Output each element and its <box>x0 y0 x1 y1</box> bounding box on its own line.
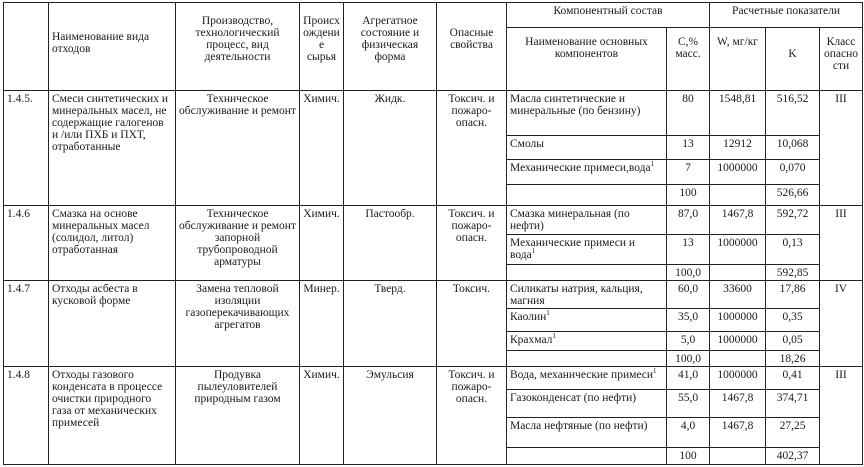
component-w: 12912 <box>710 135 766 159</box>
component-k: 516,52 <box>766 90 820 135</box>
component-name <box>507 234 667 264</box>
component-concentration: 55,0 <box>667 389 710 417</box>
total-label-empty <box>507 184 667 205</box>
waste-name: Смеси синтетических и минеральных масел, не содержащие галогенов и /или ПХБ и ПХТ, отработанные <box>49 90 176 205</box>
component-concentration: 13 <box>667 234 710 264</box>
component-k: 0,41 <box>766 366 820 389</box>
header-state: Агрегатное состояние и физическая форма <box>344 3 437 91</box>
waste-code: 1.4.7 <box>4 280 49 366</box>
table-row <box>4 205 863 234</box>
waste-state: Жидк. <box>344 90 437 205</box>
waste-hazard: Токсич. и пожаро-опасн. <box>437 366 507 464</box>
waste-hazard: Токсич. и пожаро-опасн. <box>437 90 507 205</box>
component-w: 1000000 <box>710 159 766 184</box>
component-w: 1467,8 <box>710 417 766 447</box>
waste-table <box>3 2 863 465</box>
component-name-text: Масла нефтяные (по нефти) <box>510 419 648 432</box>
component-name <box>507 332 667 351</box>
total-k: 402,37 <box>766 448 820 465</box>
footnote-mark: 1 <box>531 247 536 256</box>
component-name-text: Механические примеси и вода <box>510 236 636 261</box>
component-w: 33600 <box>710 280 766 308</box>
component-w: 1467,8 <box>710 205 766 234</box>
waste-state: Тверд. <box>344 280 437 366</box>
waste-name: Отходы газового конденсата в процессе очистки природного газа от механических примесей <box>49 366 176 464</box>
component-concentration: 35,0 <box>667 309 710 332</box>
component-name <box>507 309 667 332</box>
component-w: 1000000 <box>710 332 766 351</box>
hazard-class: III <box>820 90 863 205</box>
total-w-empty <box>710 448 766 465</box>
component-name <box>507 135 667 159</box>
component-concentration: 7 <box>667 159 710 184</box>
table-body <box>4 3 863 465</box>
component-concentration: 60,0 <box>667 280 710 308</box>
component-concentration: 13 <box>667 135 710 159</box>
header-code-cell <box>4 3 49 91</box>
waste-code: 1.4.5. <box>4 90 49 205</box>
header-comp-name: Наименование основных компонентов <box>507 28 667 91</box>
component-name-text: Смолы <box>510 137 545 150</box>
waste-process: Замена тепловой изоляции газоперекачивающих агрегатов <box>176 280 300 366</box>
component-k: 0,35 <box>766 309 820 332</box>
header-row-top <box>4 3 863 28</box>
header-comp-class: Класс опасности <box>820 28 863 91</box>
total-k: 592,85 <box>766 265 820 281</box>
total-concentration: 100,0 <box>667 350 710 366</box>
component-name-text: Каолин <box>510 311 547 324</box>
component-name-text: Масла синтетические и минеральные (по бензину) <box>510 92 641 117</box>
header-origin: Происхождение сырья <box>300 3 344 91</box>
header-calc: Расчетные показатели <box>710 3 863 28</box>
component-name-text: Силикаты натрия, кальция, магния <box>510 282 643 307</box>
waste-process: Техническое обслуживание и ремонт запорной трубопроводной арматуры <box>176 205 300 280</box>
table-row <box>4 280 863 308</box>
total-w-empty <box>710 350 766 366</box>
total-label-empty <box>507 448 667 465</box>
hazard-class: III <box>820 366 863 464</box>
component-k: 592,72 <box>766 205 820 234</box>
waste-hazard: Токсич. <box>437 280 507 366</box>
component-concentration: 41,0 <box>667 366 710 389</box>
total-label-empty <box>507 350 667 366</box>
component-name-text: Газоконденсат (по нефти) <box>510 391 637 404</box>
component-name <box>507 90 667 135</box>
header-waste-name: Наименование вида отходов <box>49 3 176 91</box>
component-k: 17,86 <box>766 280 820 308</box>
component-w: 1000000 <box>710 366 766 389</box>
hazard-class: IV <box>820 280 863 366</box>
waste-hazard: Токсич. и пожаро-опасн. <box>437 205 507 280</box>
total-concentration: 100 <box>667 184 710 205</box>
footnote-mark: 1 <box>546 309 550 318</box>
total-concentration: 100,0 <box>667 265 710 281</box>
waste-origin: Химич. <box>300 205 344 280</box>
waste-name: Отходы асбеста в кусковой форме <box>49 280 176 366</box>
total-w-empty <box>710 184 766 205</box>
waste-state: Эмульсия <box>344 366 437 464</box>
component-w: 1467,8 <box>710 389 766 417</box>
waste-code: 1.4.6 <box>4 205 49 280</box>
component-name-text: Крахмал <box>510 334 553 347</box>
component-name <box>507 389 667 417</box>
waste-origin: Химич. <box>300 90 344 205</box>
waste-code: 1.4.8 <box>4 366 49 464</box>
header-process: Производство, технологический процесс, вид деятельности <box>176 3 300 91</box>
total-label-empty <box>507 265 667 281</box>
table-row <box>4 90 863 135</box>
component-w: 1000000 <box>710 234 766 264</box>
component-concentration: 5,0 <box>667 332 710 351</box>
header-hazard: Опасные свойства <box>437 3 507 91</box>
component-concentration: 87,0 <box>667 205 710 234</box>
waste-state: Пастообр. <box>344 205 437 280</box>
component-name <box>507 417 667 447</box>
component-name-text: Механические примеси,вода <box>510 161 651 174</box>
component-w: 1548,81 <box>710 90 766 135</box>
component-k: 10,068 <box>766 135 820 159</box>
footnote-mark: 1 <box>552 332 556 341</box>
total-k: 18,26 <box>766 350 820 366</box>
component-k: 0,05 <box>766 332 820 351</box>
waste-process: Техническое обслуживание и ремонт <box>176 90 300 205</box>
total-w-empty <box>710 265 766 281</box>
component-k: 0,070 <box>766 159 820 184</box>
waste-origin: Химич. <box>300 366 344 464</box>
waste-origin: Минер. <box>300 280 344 366</box>
table-row <box>4 366 863 389</box>
component-concentration: 4,0 <box>667 417 710 447</box>
waste-process: Продувка пылеуловителей природным газом <box>176 366 300 464</box>
component-name <box>507 159 667 184</box>
hazard-class: III <box>820 205 863 280</box>
component-w: 1000000 <box>710 309 766 332</box>
header-comp-c: С,% масс. <box>667 28 710 91</box>
header-composition: Компонентный состав <box>507 3 710 28</box>
component-k: 0,13 <box>766 234 820 264</box>
footnote-mark: 1 <box>650 159 655 168</box>
header-comp-w: W, мг/кг <box>710 28 766 91</box>
total-concentration: 100 <box>667 448 710 465</box>
component-k: 27,25 <box>766 417 820 447</box>
component-name <box>507 280 667 308</box>
component-name-text: Смазка минеральная (по нефти) <box>510 207 630 232</box>
header-comp-k: K <box>766 28 820 91</box>
component-k: 374,71 <box>766 389 820 417</box>
total-k: 526,66 <box>766 184 820 205</box>
component-name-text: Вода, механические примеси <box>510 368 654 381</box>
waste-name: Смазка на основе минеральных масел (солидол, литол) отработанная <box>49 205 176 280</box>
component-name <box>507 366 667 389</box>
component-name <box>507 205 667 234</box>
footnote-mark: 1 <box>653 366 657 375</box>
component-concentration: 80 <box>667 90 710 135</box>
